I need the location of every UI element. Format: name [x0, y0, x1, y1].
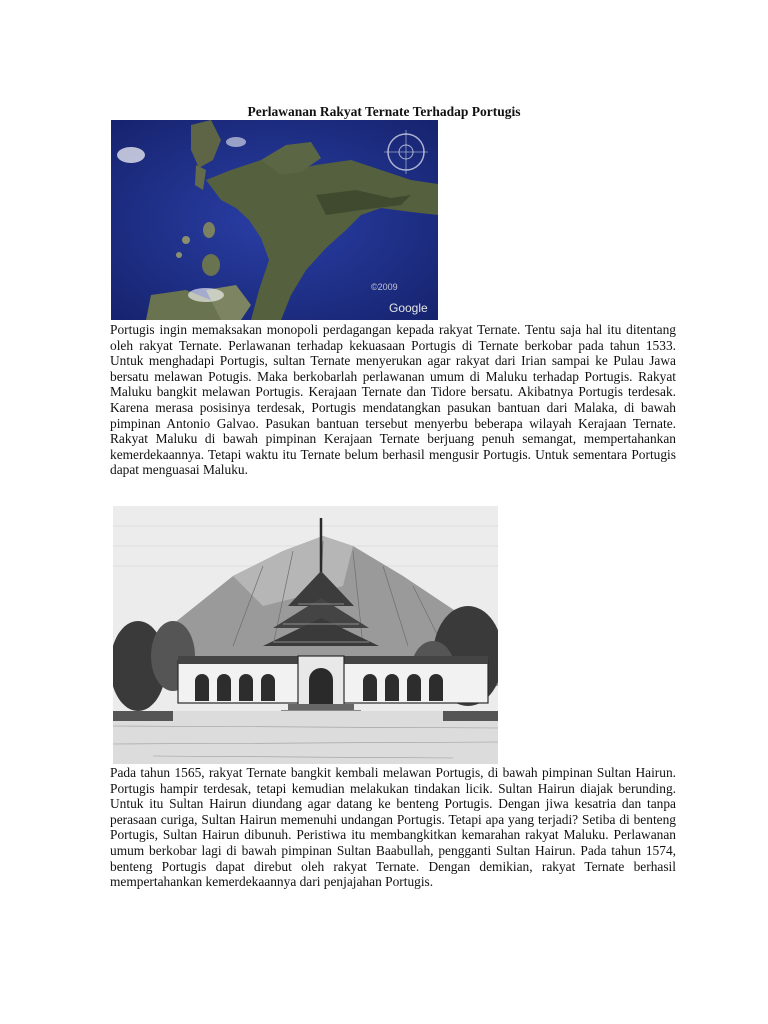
paragraph-2: Pada tahun 1565, rakyat Ternate bangkit kembali melawan Portugis, di bawah pimpinan Sultan Hairun. Portugis hampir terdesak, tetapi kemudian melakukan tindakan licik. Sultan Hairun diajak berunding. Untuk itu Sultan Hairun diundang agar datang ke benteng Portugis. Dengan jiwa kesatria dan tanpa perasaan curiga, Sultan Hairun memenuhi undangan Portugis. Tetapi apa yang terjadi? Setiba di benteng Portugis, Sultan Hairun dibunuh. Peristiwa itu membangkitkan kemarahan rakyat Maluku. Perlawanan umum berkobar lagi di bawah pimpinan Sultan Baabullah, pengganti Sultan Hairun. Pada tahun 1574, benteng Portugis dapat direbut oleh rakyat Ternate. Dengan demikian, rakyat Ternate berhasil mempertahankan kemerdekaannya dari penjajahan Portugis. [110, 765, 676, 890]
maluku-satellite-map-image [111, 120, 438, 320]
ternate-mosque-etching-image [113, 506, 498, 764]
page-title: Perlawanan Rakyat Ternate Terhadap Portugis [247, 104, 521, 119]
paragraph-1: Portugis ingin memaksakan monopoli perdagangan kepada rakyat Ternate. Tentu saja hal itu ditentang oleh rakyat Ternate. Perlawanan terhadap kekuasaan Portugis di Ternate berkobar pada tahun 1533. Untuk menghadapi Portugis, sultan Ternate menyerukan agar rakyat dari Irian sampai ke Pulau Jawa bersatu melawan Potugis. Maka berkobarlah perlawanan umum di Maluku terhadap Portugis. Rakyat Maluku bangkit melawan Portugis. Kerajaan Ternate dan Tidore bersatu. Akibatnya Portugis terdesak. Karena merasa posisinya terdesak, Portugis mendatangkan pasukan bantuan dari Malaka, di bawah pimpinan Antonio Galvao. Pasukan bantuan tersebut menyerbu beberapa wilayah Kerajaan Ternate. Rakyat Maluku di bawah pimpinan Kerajaan Ternate berjuang penuh semangat, mempertahankan kemerdekaannya. Tetapi waktu itu Ternate belum berhasil mengusir Portugis. Untuk sementara Portugis dapat menguasai Maluku. [110, 322, 676, 478]
google-watermark: Google [389, 301, 428, 315]
svg-text:©2009: ©2009 [371, 282, 398, 292]
